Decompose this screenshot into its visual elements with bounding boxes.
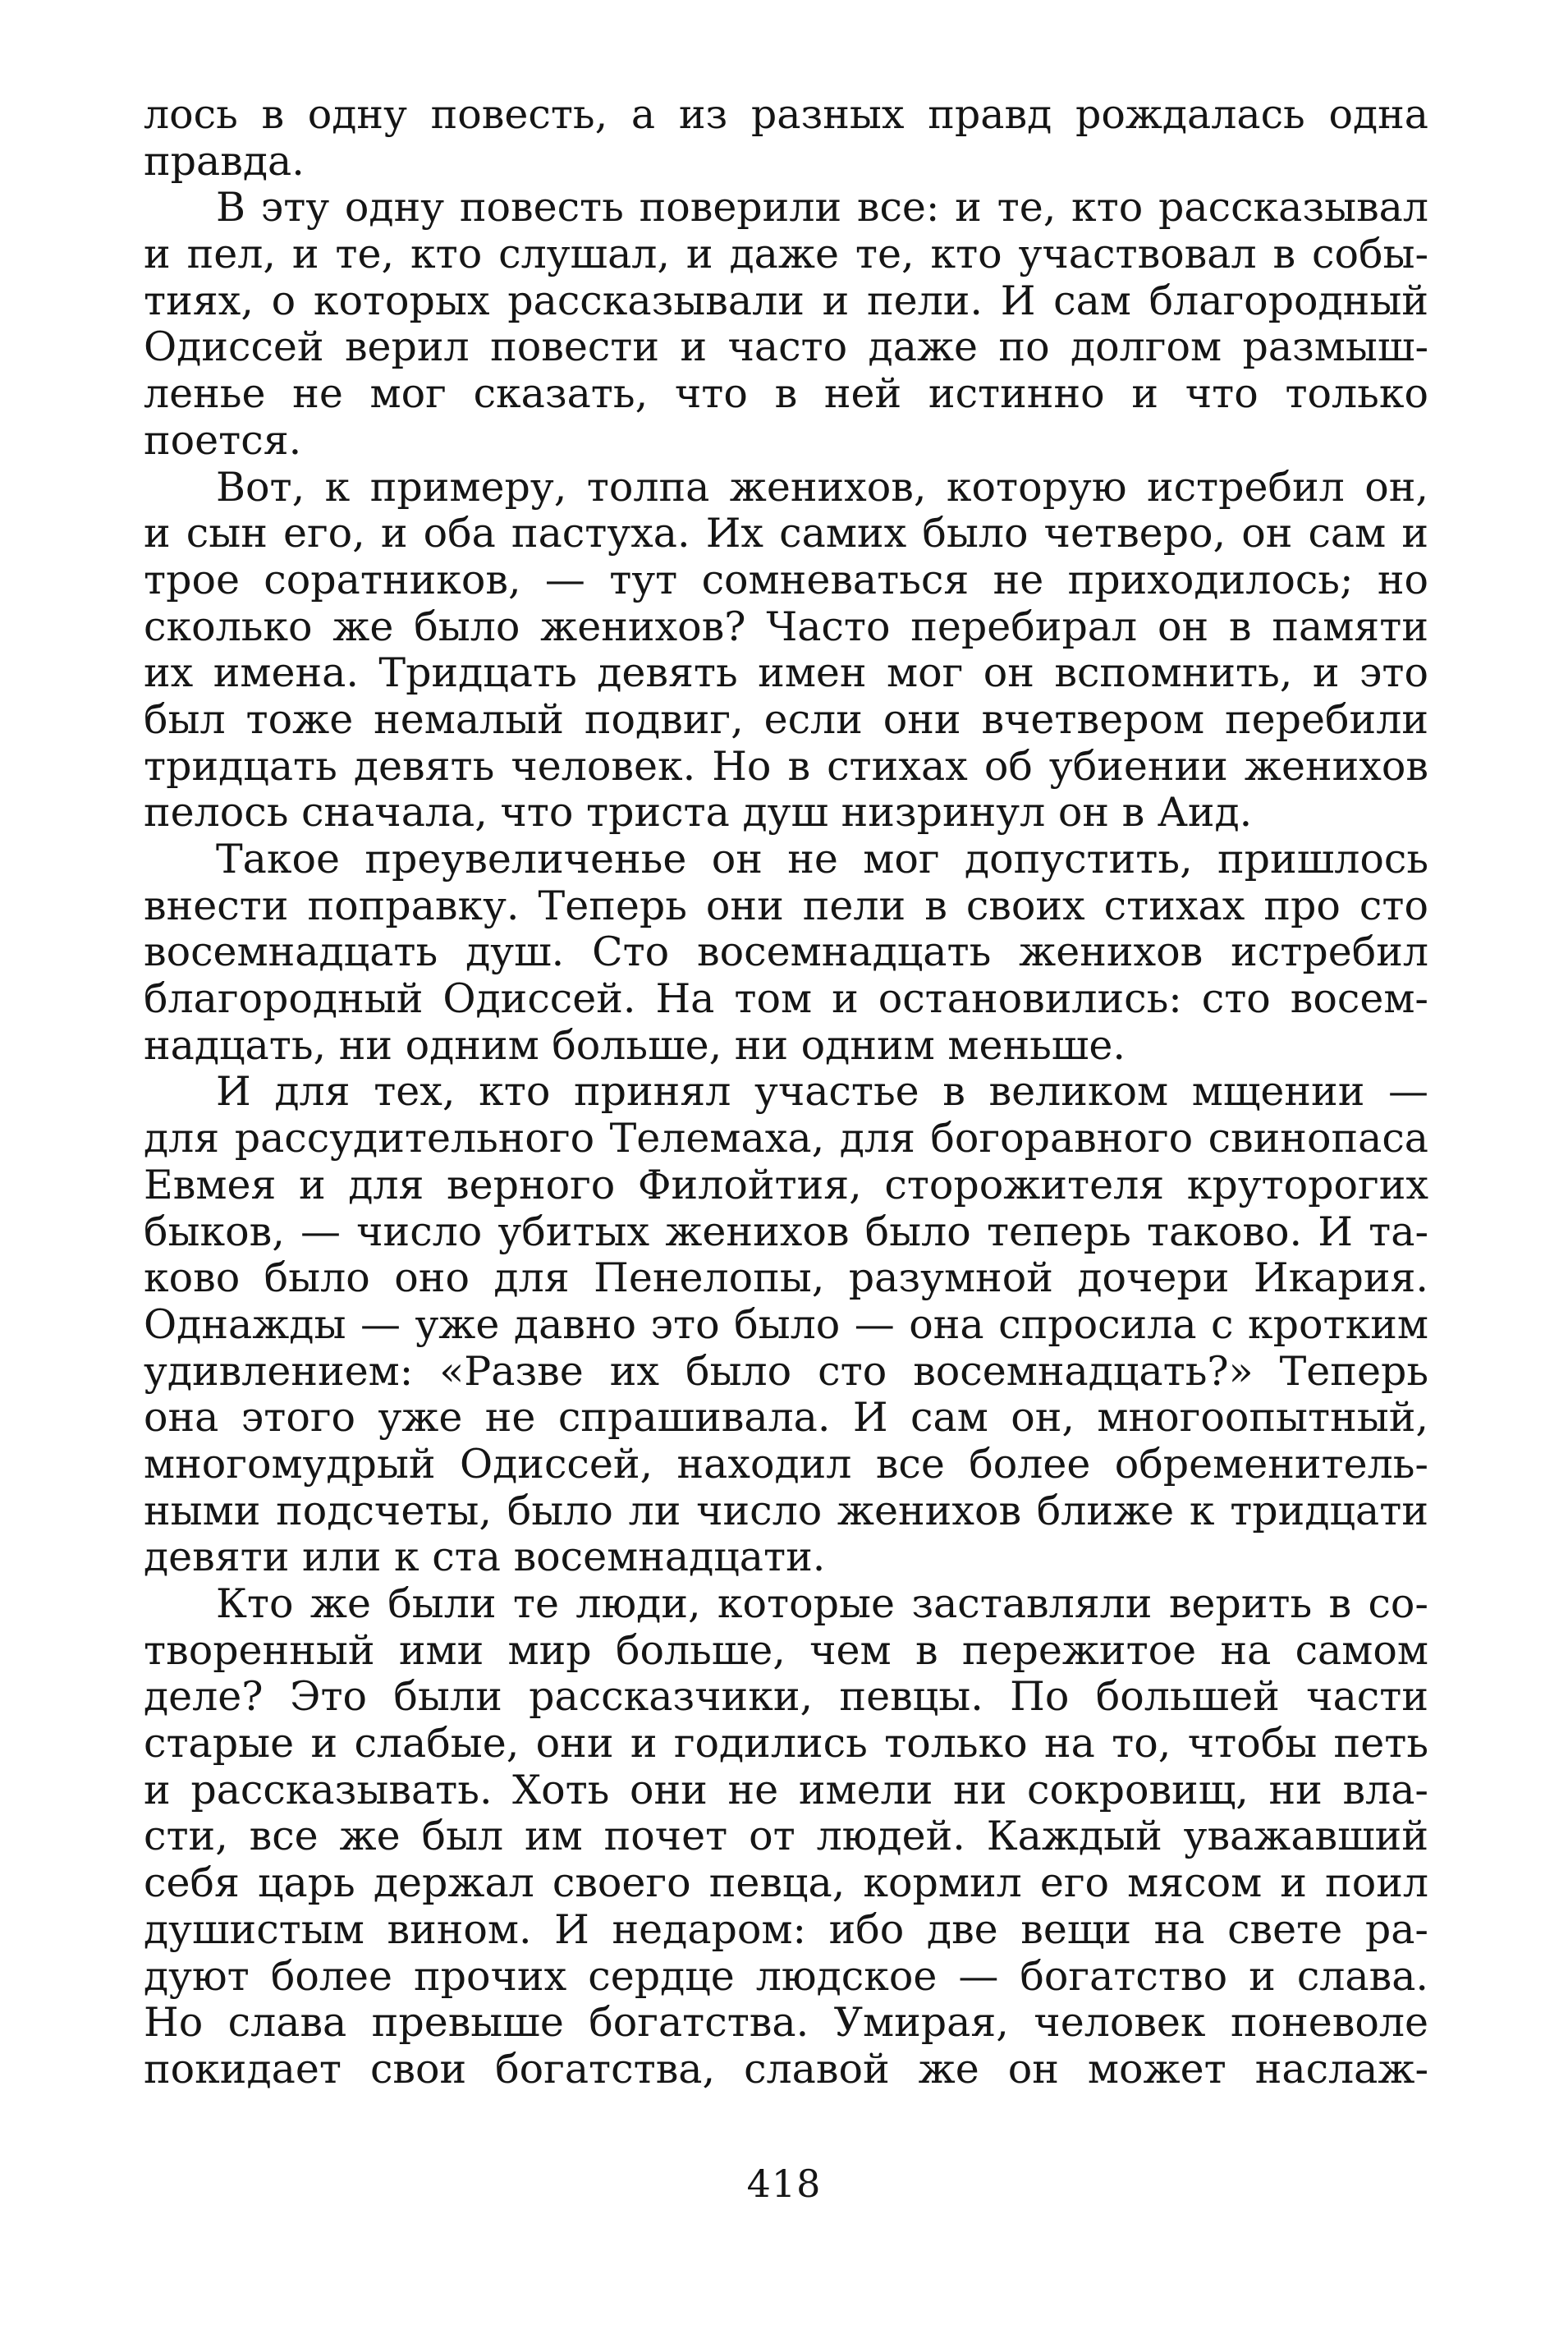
text-line: правда. [144, 137, 305, 185]
text-line: поется. [144, 416, 302, 464]
text-line: покидает свои богатства, славой же он может наслаж- [144, 2045, 1428, 2093]
text-line: душистым вином. И недаром: ибо две вещи на свете ра- [144, 1905, 1428, 1953]
text-line: творенный ими мир больше, чем в пережитое на самом [144, 1626, 1428, 1674]
text-line: дуют более прочих сердце людское — богатство и слава. [144, 1952, 1428, 2000]
text-line: быков, — число убитых женихов было теперь таково. И та- [144, 1208, 1428, 1255]
text-line: для рассудительного Телемаха, для богоравного свинопаса [144, 1115, 1428, 1162]
text-line: ными подсчеты, было ли число женихов ближе к тридцати [144, 1487, 1428, 1534]
text-line: Однажды — уже давно это было — она спросила с кротким [144, 1300, 1428, 1348]
text-line: надцать, ни одним больше, ни одним меньше. [144, 1021, 1126, 1069]
text-line: Вот, к примеру, толпа женихов, которую истребил он, [216, 463, 1428, 511]
text-line: восемнадцать душ. Сто восемнадцать женихов истребил [144, 928, 1428, 976]
text-line: Одиссей верил повести и часто даже по долгом размыш- [144, 323, 1428, 371]
page-number: 418 [746, 2162, 822, 2206]
text-line: ленье не мог сказать, что в ней истинно и что только [144, 370, 1428, 418]
text-line: Но слава превыше богатства. Умирая, человек поневоле [144, 1999, 1428, 2047]
text-line: трое соратников, — тут сомневаться не приходилось; но [144, 556, 1428, 603]
text-line: она этого уже не спрашивала. И сам он, многоопытный, [144, 1394, 1428, 1442]
text-line: пелось сначала, что триста душ низринул он в Аид. [144, 789, 1253, 837]
text-line: В эту одну повесть поверили все: и те, кто рассказывал [216, 184, 1428, 232]
text-line: сти, все же был им почет от людей. Каждый уважавший [144, 1813, 1428, 1860]
text-line: ково было оно для Пенелопы, разумной дочери Икария. [144, 1254, 1428, 1302]
text-line: старые и слабые, они и годились только на то, чтобы петь [144, 1720, 1428, 1767]
text-line: себя царь держал своего певца, кормил его мясом и поил [144, 1859, 1428, 1907]
text-line: тридцать девять человек. Но в стихах об убиении женихов [144, 742, 1428, 790]
text-line: Кто же были те люди, которые заставляли верить в со- [216, 1580, 1428, 1627]
text-line: сколько же было женихов? Часто перебирал он в памяти [144, 603, 1428, 650]
text-line: деле? Это были рассказчики, певцы. По большей части [144, 1673, 1428, 1721]
text-line: тиях, о которых рассказывали и пели. И сам благородный [144, 277, 1428, 324]
text-line: их имена. Тридцать девять имен мог он вспомнить, и это [144, 649, 1428, 697]
text-line: и сын его, и оба пастуха. Их самих было четверо, он сам и [144, 510, 1428, 557]
text-line: был тоже немалый подвиг, если они вчетвером перебили [144, 695, 1428, 743]
text-line: Такое преувеличенье он не мог допустить, пришлось [216, 836, 1428, 883]
text-line: И для тех, кто принял участье в великом мщении — [216, 1068, 1428, 1116]
body-text [144, 92, 1428, 2093]
text-line: лось в одну повесть, а из разных правд рождалась одна [144, 91, 1428, 138]
text-line: и пел, и те, кто слушал, и даже те, кто участвовал в собы- [144, 231, 1428, 278]
text-line: удивлением: «Разве их было сто восемнадцать?» Теперь [144, 1347, 1428, 1395]
text-line: внести поправку. Теперь они пели в своих стихах про сто [144, 882, 1428, 929]
text-line: девяти или к ста восемнадцати. [144, 1534, 826, 1581]
text-line: Евмея и для верного Филойтия, сторожителя круторогих [144, 1161, 1428, 1208]
text-line: благородный Одиссей. На том и остановились: сто восем- [144, 975, 1428, 1023]
text-line: многомудрый Одиссей, находил все более обременитель- [144, 1440, 1428, 1488]
text-line: и рассказывать. Хоть они не имели ни сокровищ, ни вла- [144, 1766, 1428, 1813]
